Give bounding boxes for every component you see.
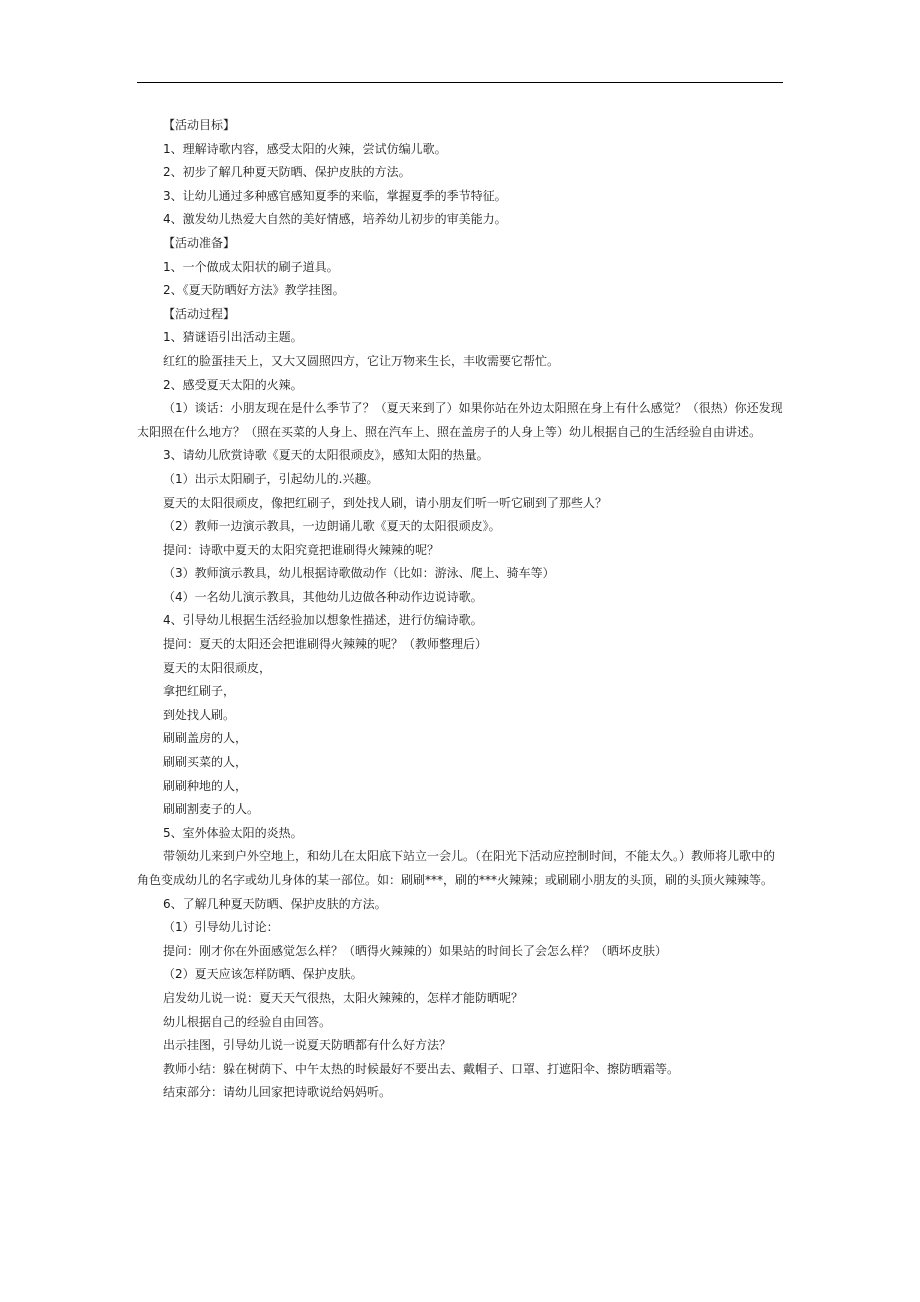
step-3: 3、请幼儿欣赏诗歌《夏天的太阳很顽皮》，感知太阳的热量。 (163, 448, 489, 463)
poem-intro: 夏天的太阳很顽皮，像把红刷子，到处找人刷，请小朋友们听一听它刷到了那些人？ (163, 495, 608, 510)
goal-3: 3、让幼儿通过多种感官感知夏季的来临，掌握夏季的季节特征。 (163, 188, 507, 203)
goal-4: 4、激发幼儿热爱大自然的美好情感，培养幼儿初步的审美能力。 (163, 212, 507, 227)
section-heading-prep: 【活动准备】 (163, 235, 236, 250)
prep-1: 1、一个做成太阳状的刷子道具。 (163, 259, 339, 274)
step-3-4: （4）一名幼儿演示教具，其他幼儿边做各种动作边说诗歌。 (163, 589, 483, 604)
step-6: 6、了解几种夏天防晒、保护皮肤的方法。 (163, 896, 387, 911)
talk-paragraph-text: （1）谈话：小朋友现在是什么季节了？（夏天来到了）如果你站在外边太阳照在身上有什么感觉？（很热）你还发现太阳照在什么地方？（照在买菜的人身上、照在汽车上、照在盖房子的人身上等）幼儿根据自己的生活经验自由讲述。 (137, 401, 783, 439)
step-6-1: （1）引导幼儿讨论： (163, 920, 279, 935)
poem-line-3: 到处找人刷。 (163, 707, 236, 722)
header-rule (137, 82, 783, 83)
riddle-text: 红红的脸蛋挂天上，又大又圆照四方，它让万物来生长，丰收需要它帮忙。 (163, 353, 560, 368)
step-3-3: （3）教师演示教具，幼儿根据诗歌做动作（比如：游泳、爬上、骑车等） (163, 566, 555, 581)
free-answer: 幼儿根据自己的经验自由回答。 (163, 1014, 332, 1029)
step-3-1: （1）出示太阳刷子，引起幼儿的.兴趣。 (163, 471, 379, 486)
outdoor-paragraph (137, 845, 783, 892)
step-4: 4、引导幼儿根据生活经验加以想象性描述，进行仿编诗歌。 (163, 613, 483, 628)
step-6-2: （2）夏天应该怎样防晒、保护皮肤。 (163, 967, 363, 982)
section-heading-goals: 【活动目标】 (163, 118, 236, 132)
step-1: 1、猜谜语引出活动主题。 (163, 330, 303, 345)
question-1: 提问：诗歌中夏天的太阳究竟把谁刷得火辣辣的呢？ (163, 542, 440, 557)
poem-line-4: 刷刷盖房的人， (163, 731, 248, 746)
step-2: 2、感受夏天太阳的火辣。 (163, 377, 303, 392)
talk-paragraph (137, 397, 783, 444)
show-poster: 出示挂图，引导幼儿说一说夏天防晒都有什么好方法？ (163, 1038, 452, 1053)
poem-line-7: 刷刷割麦子的人。 (163, 802, 260, 817)
prep-2: 2、《夏天防晒好方法》教学挂图。 (163, 283, 345, 298)
step-5: 5、室外体验太阳的炎热。 (163, 825, 303, 840)
question-3: 提问：刚才你在外面感觉怎么样？（晒得火辣辣的）如果站的时间长了会怎么样？（晒坏皮肤） (163, 943, 668, 958)
prompt-text: 启发幼儿说一说：夏天天气很热，太阳火辣辣的，怎样才能防晒呢？ (163, 990, 524, 1005)
ending: 结束部分：请幼儿回家把诗歌说给妈妈听。 (163, 1085, 392, 1100)
document-body (137, 114, 783, 1105)
section-heading-process: 【活动过程】 (163, 306, 236, 321)
outdoor-paragraph-text: 带领幼儿来到户外空地上，和幼儿在太阳底下站立一会儿。（在阳光下活动应控制时间，不能太久。）教师将儿歌中的角色变成幼儿的名字或幼儿身体的某一部位。如：刷刷***，刷的***火辣辣；或刷刷小朋友的头顶，刷的头顶火辣辣等。 (137, 849, 776, 887)
goal-2: 2、初步了解几种夏天防晒、保护皮肤的方法。 (163, 165, 411, 180)
poem-line-1: 夏天的太阳很顽皮， (163, 660, 272, 675)
poem-line-6: 刷刷种地的人， (163, 778, 248, 793)
step-3-2: （2）教师一边演示教具，一边朗诵儿歌《夏天的太阳很顽皮》。 (163, 519, 501, 534)
poem-line-2: 拿把红刷子， (163, 684, 236, 699)
poem-line-5: 刷刷买菜的人， (163, 755, 248, 770)
question-2: 提问：夏天的太阳还会把谁刷得火辣辣的呢？（教师整理后） (163, 637, 488, 652)
teacher-summary: 教师小结：躲在树荫下、中午太热的时候最好不要出去、戴帽子、口罩、打遮阳伞、擦防晒霜等。 (163, 1061, 680, 1076)
goal-1: 1、理解诗歌内容，感受太阳的火辣，尝试仿编儿歌。 (163, 141, 447, 156)
